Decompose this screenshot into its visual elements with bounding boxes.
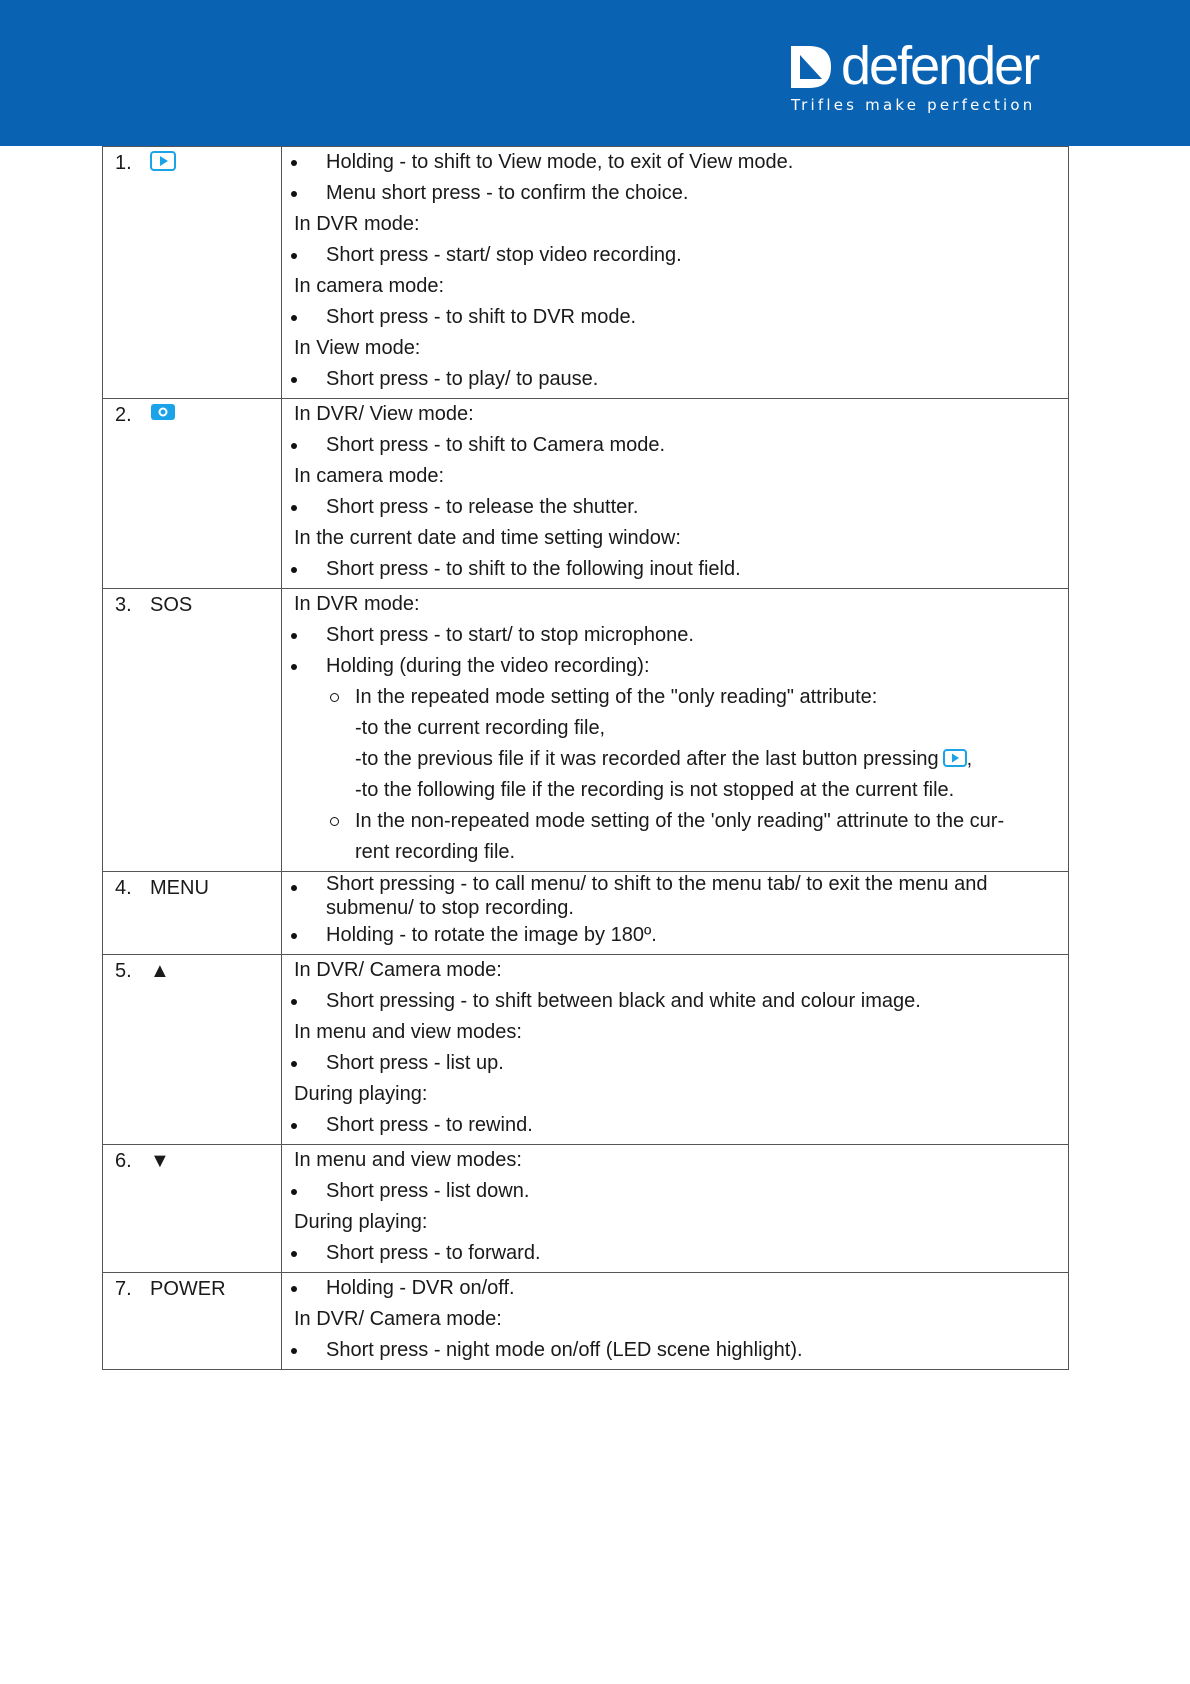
line-text: rent recording file. bbox=[355, 841, 516, 863]
line-text: Holding - DVR on/off. bbox=[326, 1277, 515, 1299]
line-text: Short pressing - to shift between black and white and colour image. bbox=[326, 990, 921, 1012]
description-cell bbox=[282, 1273, 1069, 1370]
description-line bbox=[282, 1207, 1064, 1238]
description-line bbox=[282, 651, 1064, 682]
row-number: 2. bbox=[115, 404, 132, 426]
line-text: In DVR/ View mode: bbox=[294, 403, 474, 425]
description-line bbox=[282, 333, 1064, 364]
table-row bbox=[103, 955, 1069, 1145]
description-line bbox=[282, 523, 1064, 554]
description-line bbox=[282, 492, 1064, 523]
description-line bbox=[282, 1110, 1064, 1141]
description-line bbox=[282, 986, 1064, 1017]
description-line bbox=[282, 1238, 1064, 1269]
button-label: ▼ bbox=[150, 1150, 170, 1172]
line-text: In View mode: bbox=[294, 337, 421, 359]
description-line bbox=[282, 620, 1064, 651]
line-text: Short press - start/ stop video recording. bbox=[326, 244, 682, 266]
line-text: In DVR/ Camera mode: bbox=[294, 1308, 502, 1330]
line-text: Short press - to play/ to pause. bbox=[326, 368, 599, 390]
circle-bullet-icon bbox=[330, 817, 339, 826]
button-function-table bbox=[102, 146, 1069, 1370]
line-text: During playing: bbox=[294, 1083, 428, 1105]
brand-tagline: Trifles make perfection bbox=[791, 96, 1036, 114]
line-text: In the repeated mode setting of the "only reading" attribute: bbox=[355, 686, 878, 708]
description-line bbox=[282, 1176, 1064, 1207]
play-inline-icon bbox=[943, 749, 967, 767]
line-text: Short press - to release the shutter. bbox=[326, 496, 639, 518]
description-line bbox=[282, 178, 1064, 209]
line-text: -to the current recording file, bbox=[355, 717, 606, 739]
description-line bbox=[282, 399, 1064, 430]
line-trail: , bbox=[966, 748, 973, 770]
description-line bbox=[282, 806, 1064, 837]
row-number: 1. bbox=[115, 152, 132, 174]
button-label: MENU bbox=[150, 877, 209, 899]
line-text: Short press - to rewind. bbox=[326, 1114, 533, 1136]
key-cell bbox=[103, 147, 282, 399]
line-text: In camera mode: bbox=[294, 275, 445, 297]
line-text: In DVR mode: bbox=[294, 593, 420, 615]
table-row bbox=[103, 872, 1069, 955]
line-text: Short press - list up. bbox=[326, 1052, 504, 1074]
line-text: In the current date and time setting window: bbox=[294, 527, 681, 549]
description-line bbox=[282, 271, 1064, 302]
line-text: Menu short press - to confirm the choice. bbox=[326, 182, 689, 204]
table-row bbox=[103, 399, 1069, 589]
line-text: In the non-repeated mode setting of the 'only reading" attrinute to the cur- bbox=[355, 810, 1005, 832]
description-line bbox=[282, 209, 1064, 240]
key-cell bbox=[103, 1273, 282, 1370]
button-label: ▲ bbox=[150, 960, 170, 982]
description-cell bbox=[282, 589, 1069, 872]
description-line bbox=[282, 364, 1064, 395]
line-text: Holding - to shift to View mode, to exit of View mode. bbox=[326, 151, 794, 173]
description-line bbox=[282, 896, 1064, 920]
play-button-icon bbox=[150, 151, 176, 177]
line-text: Holding (during the video recording): bbox=[326, 655, 650, 677]
row-number: 7. bbox=[115, 1278, 132, 1300]
key-cell bbox=[103, 1145, 282, 1273]
description-cell bbox=[282, 1145, 1069, 1273]
button-label: POWER bbox=[150, 1278, 226, 1300]
description-line bbox=[282, 430, 1064, 461]
camera-button-icon bbox=[150, 403, 176, 427]
description-line bbox=[282, 920, 1064, 951]
description-line bbox=[282, 589, 1064, 620]
key-cell bbox=[103, 955, 282, 1145]
line-text: In DVR/ Camera mode: bbox=[294, 959, 502, 981]
description-line bbox=[282, 1335, 1064, 1366]
line-text: Short press - to shift to the following inout field. bbox=[326, 558, 741, 580]
row-number: 5. bbox=[115, 960, 132, 982]
description-line bbox=[282, 461, 1064, 492]
description-line bbox=[282, 302, 1064, 333]
key-cell bbox=[103, 399, 282, 589]
line-text: Short press - list down. bbox=[326, 1180, 530, 1202]
description-line bbox=[282, 1273, 1064, 1304]
line-text: In menu and view modes: bbox=[294, 1021, 522, 1043]
description-cell bbox=[282, 955, 1069, 1145]
description-line bbox=[282, 240, 1064, 271]
description-line bbox=[282, 837, 1064, 868]
description-line bbox=[282, 775, 1064, 806]
description-line bbox=[282, 744, 1064, 775]
line-text: Short press - to forward. bbox=[326, 1242, 541, 1264]
defender-d-logo-icon bbox=[789, 44, 833, 90]
line-text: submenu/ to stop recording. bbox=[326, 897, 574, 919]
line-text: -to the following file if the recording is not stopped at the current file. bbox=[355, 779, 955, 801]
description-line bbox=[282, 1145, 1064, 1176]
description-line bbox=[282, 554, 1064, 585]
description-line bbox=[282, 1079, 1064, 1110]
description-cell bbox=[282, 147, 1069, 399]
line-text: In DVR mode: bbox=[294, 213, 420, 235]
row-number: 6. bbox=[115, 1150, 132, 1172]
header-band bbox=[0, 0, 1190, 146]
table-row bbox=[103, 589, 1069, 872]
line-text: During playing: bbox=[294, 1211, 428, 1233]
key-cell bbox=[103, 589, 282, 872]
row-number: 4. bbox=[115, 877, 132, 899]
line-text: Short press - night mode on/off (LED scene highlight). bbox=[326, 1339, 803, 1361]
description-line bbox=[282, 147, 1064, 178]
line-text: In menu and view modes: bbox=[294, 1149, 522, 1171]
table-row bbox=[103, 147, 1069, 399]
circle-bullet-icon bbox=[330, 693, 339, 702]
description-line bbox=[282, 713, 1064, 744]
line-text: Holding - to rotate the image by 180º. bbox=[326, 924, 657, 946]
brand-name: defender bbox=[841, 36, 1039, 96]
description-line bbox=[282, 1048, 1064, 1079]
description-line bbox=[282, 682, 1064, 713]
line-text: -to the previous file if it was recorded after the last button pressing bbox=[355, 748, 939, 770]
line-text: Short press - to shift to DVR mode. bbox=[326, 306, 637, 328]
description-cell bbox=[282, 872, 1069, 955]
description-line bbox=[282, 872, 1064, 896]
line-text: Short pressing - to call menu/ to shift to the menu tab/ to exit the menu and bbox=[326, 873, 988, 895]
table-row bbox=[103, 1273, 1069, 1370]
key-cell bbox=[103, 872, 282, 955]
line-text: In camera mode: bbox=[294, 465, 445, 487]
defender-logo bbox=[789, 36, 1059, 120]
button-label: SOS bbox=[150, 594, 193, 616]
line-text: Short press - to start/ to stop microphone. bbox=[326, 624, 694, 646]
description-cell bbox=[282, 399, 1069, 589]
line-text: Short press - to shift to Camera mode. bbox=[326, 434, 666, 456]
description-line bbox=[282, 1304, 1064, 1335]
row-number: 3. bbox=[115, 594, 132, 616]
table-row bbox=[103, 1145, 1069, 1273]
description-line bbox=[282, 1017, 1064, 1048]
description-line bbox=[282, 955, 1064, 986]
